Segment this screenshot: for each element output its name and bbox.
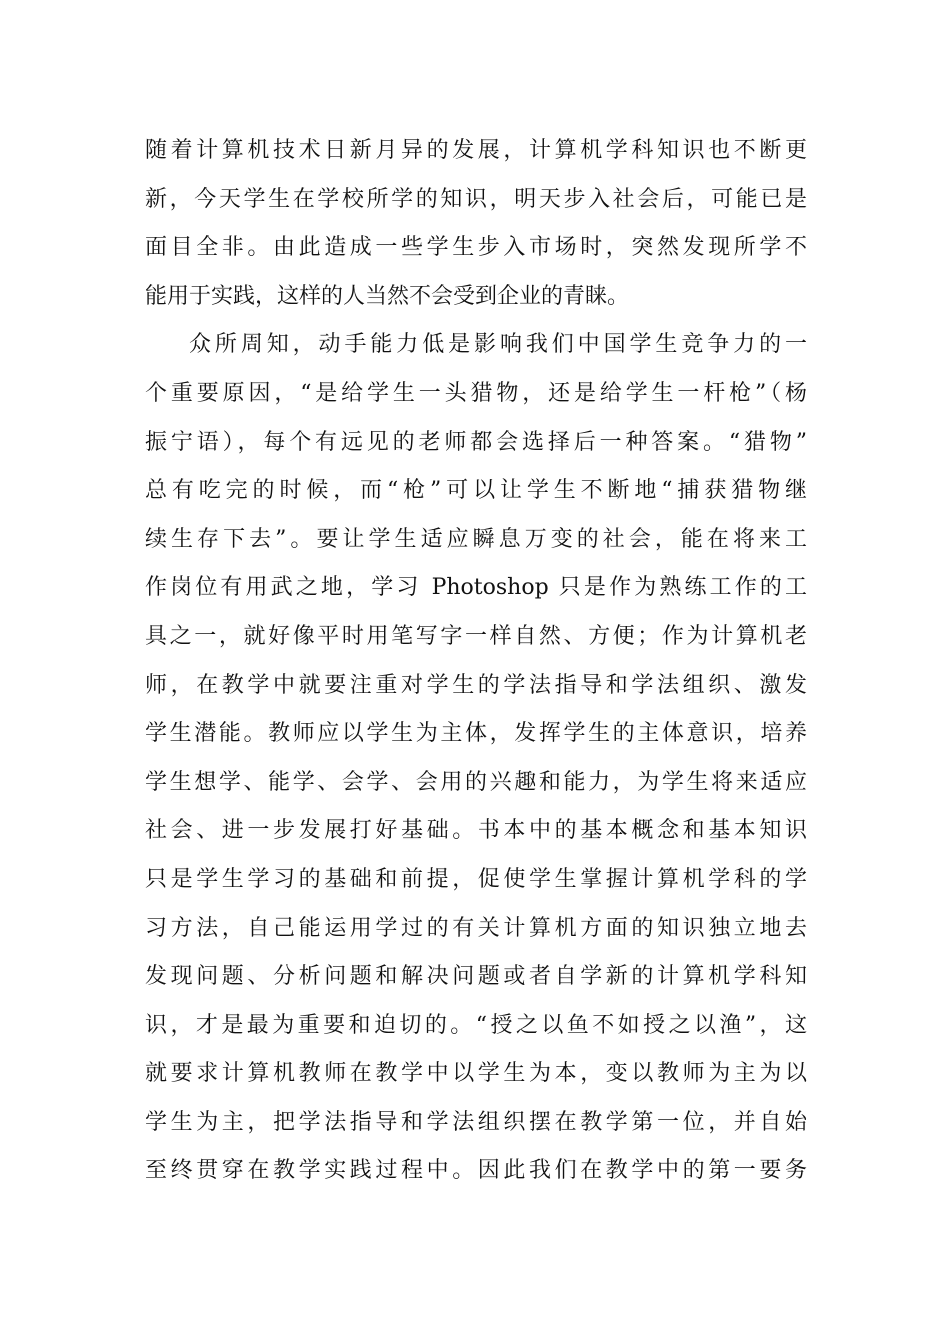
text-line: 学生想学、能学、会学、会用的兴趣和能力，为学生将来适应 [145, 769, 807, 795]
text-line: 随着计算机技术日新月异的发展，计算机学科知识也不断更 [145, 138, 807, 163]
paragraph-2 [145, 321, 807, 1196]
text-line: 社会、进一步发展打好基础。书本中的基本概念和基本知识 [145, 818, 807, 844]
text-line: 众所周知，动手能力低是影响我们中国学生竞争力的一 [189, 332, 807, 358]
text-line: 学生潜能。教师应以学生为主体，发挥学生的主体意识，培养 [145, 721, 807, 747]
text-line: 习方法，自己能运用学过的有关计算机方面的知识独立地去 [145, 915, 807, 941]
text-line: 具之一，就好像平时用笔写字一样自然、方便；作为计算机老 [145, 623, 807, 649]
text-line: 师，在教学中就要注重对学生的学法指导和学法组织、激发 [145, 672, 807, 698]
text-line: 学生为主，把学法指导和学法组织摆在教学第一位，并自始 [145, 1109, 807, 1135]
text-line: 作岗位有用武之地，学习 Photoshop 只是作为熟练工作的工 [145, 575, 807, 601]
text-line: 总有吃完的时候，而“枪”可以让学生不断地“捕获猎物继 [145, 478, 807, 504]
text-line: 面目全非。由此造成一些学生步入市场时，突然发现所学不 [145, 235, 807, 261]
text-line: 新，今天学生在学校所学的知识，明天步入社会后，可能已是 [145, 186, 807, 212]
text-line: 识，才是最为重要和迫切的。“授之以鱼不如授之以渔”，这 [145, 1012, 807, 1038]
text-line: 发现问题、分析问题和解决问题或者自学新的计算机学科知 [145, 964, 807, 990]
paragraph-1 [145, 127, 807, 321]
text-line: 振宁语），每个有远见的老师都会选择后一种答案。“猎物” [145, 429, 807, 455]
body-text [145, 127, 807, 1196]
text-line: 只是学生学习的基础和前提，促使学生掌握计算机学科的学 [145, 866, 807, 892]
text-line: 就要求计算机教师在教学中以学生为本，变以教师为主为以 [145, 1061, 807, 1087]
text-line: 至终贯穿在教学实践过程中。因此我们在教学中的第一要务 [145, 1158, 807, 1184]
text-line: 续生存下去”。要让学生适应瞬息万变的社会，能在将来工 [145, 526, 807, 552]
text-line: 能用于实践，这样的人当然不会受到企业的青睐。 [145, 283, 630, 309]
text-line: 个重要原因，“是给学生一头猎物，还是给学生一杆枪”（杨 [145, 380, 807, 406]
